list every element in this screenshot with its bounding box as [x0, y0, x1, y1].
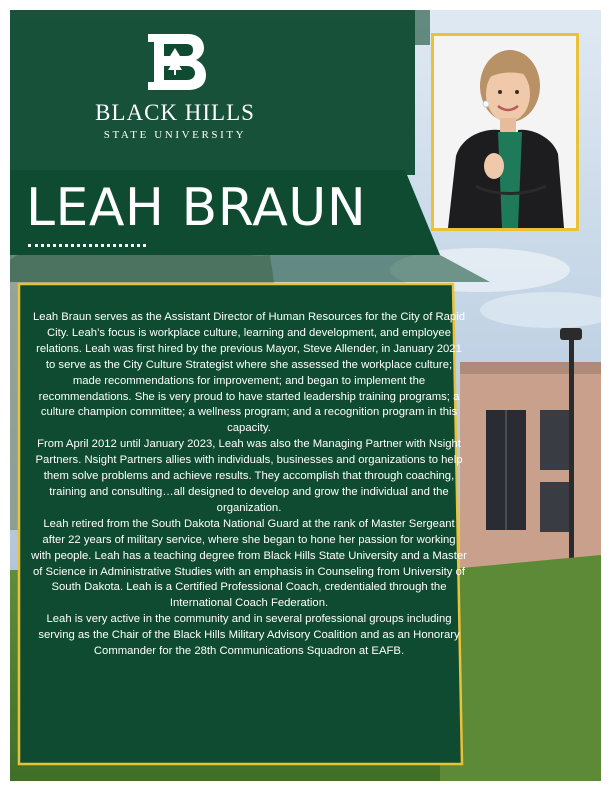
bh-monogram-icon — [142, 30, 208, 94]
person-name-heading: LEAH BRAUN — [26, 178, 367, 238]
bio-paragraph-community: Leah is very active in the community and in several professional groups including serving as the Chair of the Black Hills Military Advisory Coalition and as an Honorary Commander for the 28th Communications Squadron at EAFB. — [38, 613, 460, 658]
biography-text — [31, 310, 467, 660]
portrait-frame — [431, 33, 579, 231]
university-logo — [80, 30, 270, 141]
university-subtitle: STATE UNIVERSITY — [103, 129, 247, 141]
bio-paragraph-current-role: Leah Braun serves as the Assistant Director of Human Resources for the City of Rapid City. Leah’s focus is workplace culture, learning and development, and employee relations. Leah was first hired by the previous Mayor, Steve Allender, in January 2021 to serve as the City Culture Strategist where she assessed the workplace culture; made recommendations for improvement; and began to implement the recommendations. She is very proud to have started leadership training programs; a culture champion committee; a wellness program; and a recognition program in this capacity. — [33, 311, 465, 435]
portrait-photo-icon — [434, 36, 576, 228]
bio-paragraph-military-education: Leah retired from the South Dakota National Guard at the rank of Master Sergeant after 22 years of military service, where she began to hone her passion for working with people. Leah has a teaching degree from Black Hills State University and a Master of Science in Administrative Studies with an emphasis in Counseling from University of South Dakota. Leah is a Certified Professional Coach, credentialed through the International Coach Federation. — [31, 517, 467, 610]
university-name: BLACK HILLS — [95, 100, 255, 125]
bio-paragraph-nsight: From April 2012 until January 2023, Leah was also the Managing Partner with Nsight Partners. Nsight Partners allies with individuals, businesses and organizations to help them solve problems and achieve results. They accomplish that through coaching, training and consulting…all designed to develop and grow the individual and the organization. — [35, 438, 463, 514]
dotted-underline — [28, 244, 146, 247]
biography-panel — [17, 282, 467, 766]
